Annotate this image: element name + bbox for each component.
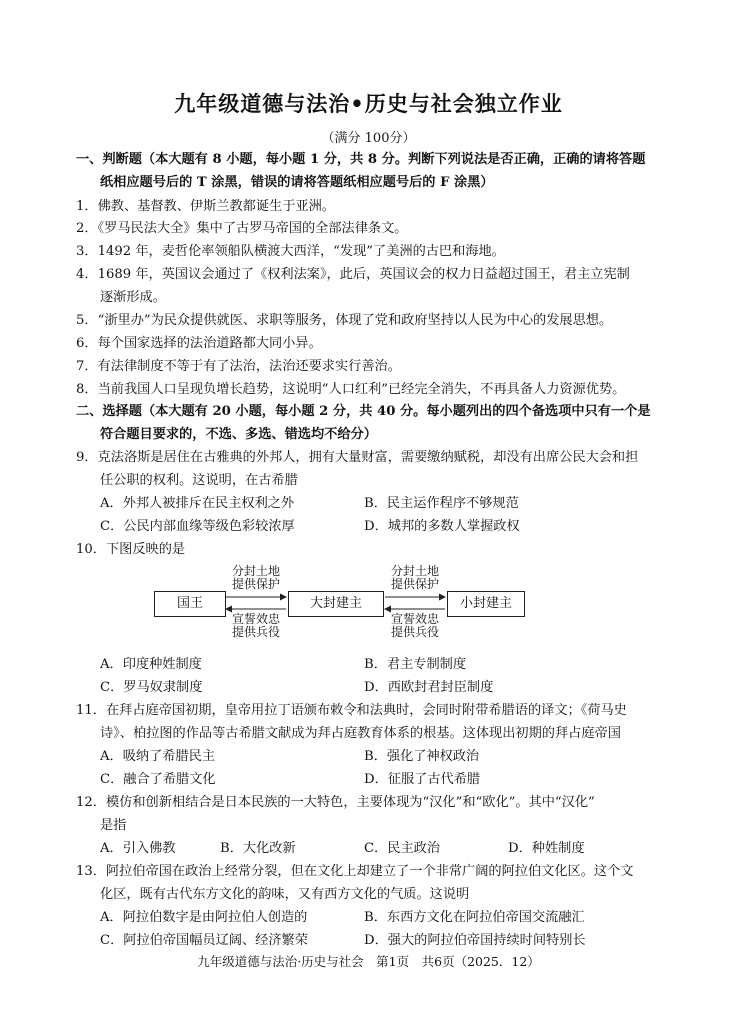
label-military-service-2: 提供兵役: [390, 625, 439, 639]
feudal-hierarchy-diagram: [150, 563, 550, 649]
judge-item-7: 7．有法律制度不等于有了法治，法治还要求实行善治。: [76, 359, 401, 374]
q11-option-a: A．吸纳了希腊民主: [100, 749, 216, 764]
label-protection-2: 提供保护: [390, 577, 439, 591]
q10-stem: 10．下图反映的是: [76, 542, 186, 557]
q9-stem-cont: 任公职的权利。这说明，在古希腊: [100, 473, 298, 488]
judge-item-8: 8．当前我国人口呈现负增长趋势，这说明“人口红利”已经完全消失，不再具备人力资源优势。: [76, 382, 626, 397]
q13-stem: 13．阿拉伯帝国在政治上经常分裂，但在文化上却建立了一个非常广阔的阿拉伯文化区。这个文: [76, 864, 634, 879]
score-note: （满分 100分）: [321, 131, 416, 146]
box-king: 国王: [154, 591, 226, 617]
section1-heading: 一、判断题（本大题有 8 小题，每小题 1 分，共 8 分。判断下列说法是否正确，正确的请将答题: [76, 152, 646, 167]
label-protection-1: 提供保护: [231, 577, 280, 591]
q10-option-d: D．西欧封君封臣制度: [364, 680, 494, 695]
judge-item-3: 3．1492 年，麦哲伦率领船队横渡大西洋，“发现”了美洲的古巴和海地。: [76, 244, 505, 259]
label-grant-land-2: 分封土地: [390, 564, 439, 578]
q12-option-c: C．民主政治: [364, 841, 441, 856]
q9-stem: 9．克法洛斯是居住在古雅典的外邦人，拥有大量财富，需要缴纳赋税，却没有出席公民大会和担: [76, 450, 639, 465]
q11-option-c: C．融合了希腊文化: [100, 772, 216, 787]
q13-option-d: D．强大的阿拉伯帝国持续时间特别长: [364, 933, 586, 948]
q9-option-a: A．外邦人被排斥在民主权利之外: [100, 496, 295, 511]
q11-option-d: D．征服了古代希腊: [364, 772, 481, 787]
q13-option-c: C．阿拉伯帝国幅员辽阔、经济繁荣: [100, 933, 308, 948]
label-grant-land-1: 分封土地: [231, 564, 280, 578]
label-oath-2: 宣誓效忠: [390, 612, 439, 626]
q9-option-b: B．民主运作程序不够规范: [364, 496, 519, 511]
q12-option-a: A．引入佛教: [100, 841, 176, 856]
q10-option-c: C．罗马奴隶制度: [100, 680, 203, 695]
judge-item-2: 2．《罗马民法大全》集中了古罗马帝国的全部法律条文。: [76, 221, 408, 236]
q12-option-b: B．大化改新: [220, 841, 296, 856]
q12-option-d: D．种姓制度: [508, 841, 585, 856]
q9-option-d: D．城邦的多数人掌握政权: [364, 519, 520, 534]
section2-heading-cont: 符合题目要求的，不选、多选、错选均不给分）: [100, 427, 377, 442]
box-lesser-lord: 小封建主: [447, 591, 525, 617]
q10-option-b: B．君主专制制度: [364, 657, 467, 672]
section2-heading: 二、选择题（本大题有 20 小题，每小题 2 分，共 40 分。每小题列出的四个备选项中只有一个是: [76, 404, 651, 419]
label-oath-1: 宣誓效忠: [231, 612, 280, 626]
q13-option-b: B．东西方文化在阿拉伯帝国交流融汇: [364, 910, 585, 925]
q11-stem-cont: 诗》、柏拉图的作品等古希腊文献成为拜占庭教育体系的根基。这体现出初期的拜占庭帝国: [100, 726, 621, 741]
judge-item-1: 1．佛教、基督教、伊斯兰教都诞生于亚洲。: [76, 199, 335, 214]
section1-heading-cont: 纸相应题号后的 T 涂黑，错误的请将答题纸相应题号后的 F 涂黑）: [100, 175, 494, 190]
judge-item-4: 4．1689 年，英国议会通过了《权利法案》，此后，英国议会的权力日益超过国王，君主立宪制: [76, 267, 630, 282]
judge-item-4-cont: 逐渐形成。: [100, 290, 166, 305]
page-title: 九年级道德与法治•历史与社会独立作业: [174, 91, 563, 116]
page-footer: 九年级道德与法治·历史与社会 第1页 共6页（2025．12）: [197, 954, 540, 969]
q13-stem-cont: 化区，既有古代东方文化的韵味，又有西方文化的气质。这说明: [100, 887, 470, 902]
q12-stem: 12．模仿和创新相结合是日本民族的一大特色，主要体现为“汉化”和“欧化”。其中“汉化”: [76, 795, 595, 810]
q12-stem-cont: 是指: [100, 818, 127, 833]
q9-option-c: C．公民内部血缘等级色彩较浓厚: [100, 519, 295, 534]
box-great-lord: 大封建主: [288, 591, 384, 617]
q11-option-b: B．强化了神权政治: [364, 749, 480, 764]
q13-option-a: A．阿拉伯数字是由阿拉伯人创造的: [100, 910, 308, 925]
judge-item-6: 6．每个国家选择的法治道路都大同小异。: [76, 336, 322, 351]
judge-item-5: 5．“浙里办”为民众提供就医、求职等服务，体现了党和政府坚持以人民为中心的发展思想。: [76, 313, 613, 328]
label-military-service-1: 提供兵役: [231, 625, 280, 639]
q11-stem: 11．在拜占庭帝国初期，皇帝用拉丁语颁布敕令和法典时，会同时附带希腊语的译文；《荷马史: [76, 703, 627, 718]
q10-option-a: A．印度种姓制度: [100, 657, 202, 672]
